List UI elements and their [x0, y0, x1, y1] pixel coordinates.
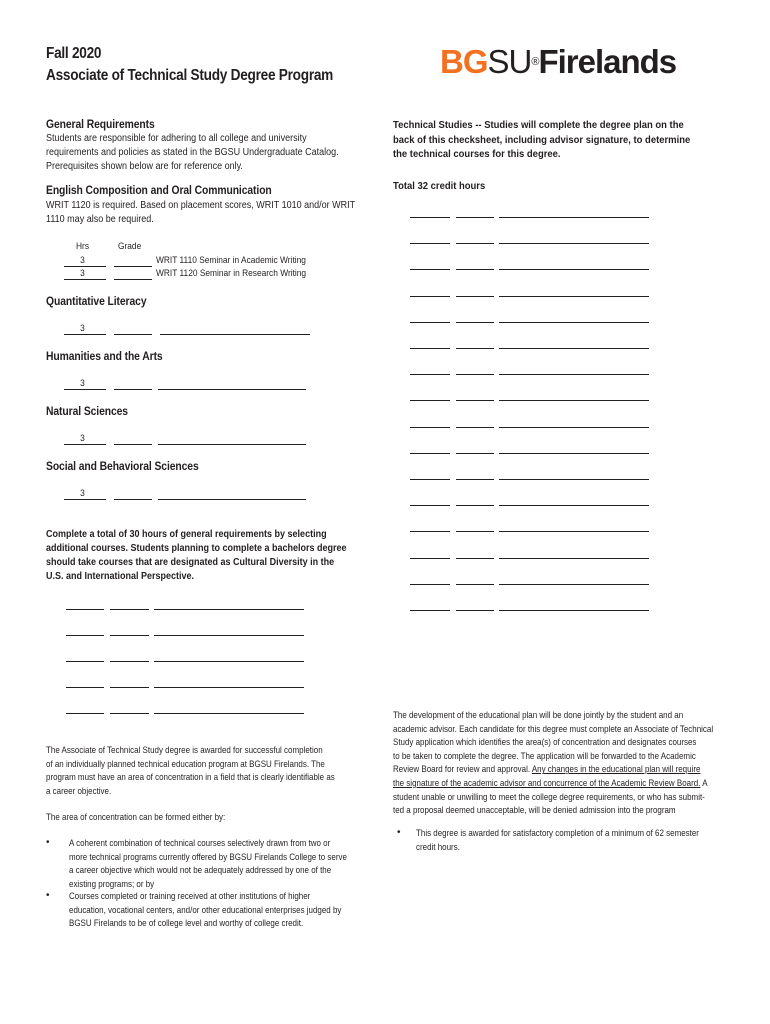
grade-blank[interactable] — [110, 661, 149, 662]
plan-text-line: academic advisor. Each candidate for this degree must complete an Associate of Technical — [393, 723, 714, 735]
hrs-value: 3 — [80, 488, 85, 499]
grade-blank[interactable] — [114, 266, 152, 267]
plan-text-line: student unable or unwilling to meet the college degree requirements, or who has submit- — [393, 791, 705, 803]
grade-blank[interactable] — [456, 348, 494, 349]
humanities-heading: Humanities and the Arts — [46, 351, 163, 363]
hrs-line — [64, 444, 106, 445]
hrs-value: 3 — [80, 433, 85, 444]
grade-blank[interactable] — [456, 531, 494, 532]
bullet-line: Courses completed or training received at other institutions of higher — [69, 891, 311, 902]
course-name: WRIT 1120 Seminar in Research Writing — [156, 268, 307, 279]
english-text-line: 1110 may also be required. — [46, 214, 154, 225]
hrs-blank[interactable] — [410, 296, 450, 297]
bullet-line: existing programs; or by — [69, 878, 155, 890]
course-blank[interactable] — [158, 444, 306, 445]
hrs-line — [64, 389, 106, 390]
course-blank[interactable] — [499, 322, 649, 323]
english-heading: English Composition and Oral Communication — [46, 185, 272, 197]
course-blank[interactable] — [499, 217, 649, 218]
grade-blank[interactable] — [110, 687, 149, 688]
col-hrs: Hrs — [76, 241, 90, 252]
grade-blank[interactable] — [456, 374, 494, 375]
course-blank[interactable] — [499, 453, 649, 454]
hrs-blank[interactable] — [410, 610, 450, 611]
technical-heading — [393, 118, 690, 162]
plan-text-line: to be taken to complete the degree. The application will be forwarded to the Academic — [393, 750, 696, 762]
course-blank[interactable] — [160, 334, 310, 335]
plan-text-segment: Review Board for review and approval. — [393, 764, 532, 776]
grade-blank[interactable] — [110, 609, 149, 610]
bullet-icon: • — [46, 890, 50, 901]
course-blank[interactable] — [499, 243, 649, 244]
hrs-line — [64, 334, 106, 335]
plan-text-line: The development of the educational plan will be done jointly by the student and an — [393, 710, 684, 721]
general-text-line: requirements and policies as stated in the BGSU Undergraduate Catalog. — [46, 147, 339, 158]
course-blank[interactable] — [154, 713, 304, 714]
bullet-line: more technical programs currently offered by BGSU Firelands College to serve — [69, 851, 347, 863]
about-text-line: of an individually planned technical education program at BGSU Firelands. The — [46, 758, 325, 770]
title-term: Fall 2020 — [46, 45, 102, 62]
col-grade: Grade — [118, 241, 142, 252]
course-blank[interactable] — [499, 584, 649, 585]
min-credit-line: credit hours. — [416, 841, 460, 853]
course-blank[interactable] — [499, 374, 649, 375]
bullet-line: a career objective which would not be adequately addressed by one of the — [69, 865, 332, 877]
plan-text-line — [393, 777, 713, 791]
course-blank[interactable] — [499, 427, 649, 428]
hrs-blank[interactable] — [410, 584, 450, 585]
hrs-value: 3 — [80, 323, 85, 334]
grade-blank[interactable] — [114, 279, 152, 280]
complete-note-line: Complete a total of 30 hours of general requirements by selecting — [46, 529, 327, 540]
plan-text-segment: A — [700, 777, 708, 789]
grade-blank[interactable] — [456, 505, 494, 506]
plan-text — [393, 709, 713, 818]
complete-note-line: should take courses that are designated as Cultural Diversity in the — [46, 557, 335, 568]
complete-note — [46, 528, 347, 584]
grade-blank[interactable] — [456, 427, 494, 428]
plan-text-underlined: the signature of the academic advisor and concurrence of the Academic Review Board. — [393, 777, 701, 789]
grade-blank[interactable] — [456, 479, 494, 480]
natural-heading: Natural Sciences — [46, 406, 128, 418]
english-text-line: WRIT 1120 is required. Based on placement scores, WRIT 1010 and/or WRIT — [46, 200, 356, 211]
hrs-blank[interactable] — [66, 661, 104, 662]
course-blank[interactable] — [158, 389, 306, 390]
grade-blank[interactable] — [456, 610, 494, 611]
grade-blank[interactable] — [114, 499, 152, 500]
course-blank[interactable] — [499, 558, 649, 559]
bullet-item — [69, 837, 347, 891]
hrs-line — [64, 499, 106, 500]
course-blank[interactable] — [499, 400, 649, 401]
quant-heading: Quantitative Literacy — [46, 296, 147, 308]
bullet-icon: • — [46, 837, 50, 848]
grade-blank[interactable] — [114, 444, 152, 445]
hrs-blank[interactable] — [410, 479, 450, 480]
technical-heading-line: back of this checksheet, including advisor signature, to determine — [393, 133, 691, 146]
complete-note-line: U.S. and International Perspective. — [46, 571, 195, 582]
course-blank[interactable] — [499, 296, 649, 297]
grade-blank[interactable] — [456, 322, 494, 323]
complete-note-line: additional courses. Students planning to complete a bachelors degree — [46, 543, 347, 554]
technical-heading-line: the technical courses for this degree. — [393, 148, 561, 160]
course-blank[interactable] — [154, 687, 304, 688]
grade-blank[interactable] — [110, 635, 149, 636]
hrs-blank[interactable] — [410, 427, 450, 428]
hrs-value: 3 — [80, 268, 85, 279]
grade-blank[interactable] — [456, 558, 494, 559]
hrs-blank[interactable] — [410, 374, 450, 375]
grade-blank[interactable] — [456, 400, 494, 401]
grade-blank[interactable] — [114, 334, 152, 335]
hrs-blank[interactable] — [410, 217, 450, 218]
bgsu-firelands-logo — [440, 42, 676, 82]
hrs-blank[interactable] — [410, 269, 450, 270]
course-blank[interactable] — [499, 348, 649, 349]
grade-blank[interactable] — [456, 584, 494, 585]
social-heading: Social and Behavioral Sciences — [46, 461, 199, 473]
logo-firelands: Firelands — [538, 43, 677, 80]
hrs-blank[interactable] — [410, 400, 450, 401]
formed-text: The area of concentration can be formed either by: — [46, 812, 226, 823]
hrs-blank[interactable] — [410, 322, 450, 323]
technical-heading-line: Technical Studies -- Studies will complete the degree plan on the — [393, 119, 684, 131]
course-blank[interactable] — [499, 269, 649, 270]
logo-su: SU — [487, 43, 532, 80]
general-text-line: Prerequisites shown below are for reference only. — [46, 161, 243, 172]
bullet-line: education, vocational centers, and/or other educational enterprises judged by — [69, 904, 342, 916]
hrs-blank[interactable] — [410, 505, 450, 506]
hrs-value: 3 — [80, 255, 85, 266]
about-text-line: a career objective. — [46, 785, 112, 797]
general-heading: General Requirements — [46, 119, 155, 131]
course-blank[interactable] — [154, 635, 304, 636]
course-blank[interactable] — [158, 499, 306, 500]
logo-registered: ® — [531, 56, 539, 68]
hrs-blank[interactable] — [66, 687, 104, 688]
hrs-blank[interactable] — [410, 453, 450, 454]
course-blank[interactable] — [154, 609, 304, 610]
hrs-line — [64, 266, 106, 267]
total-credit-hours: Total 32 credit hours — [393, 180, 486, 192]
bullet-item — [69, 890, 341, 931]
course-blank[interactable] — [499, 531, 649, 532]
grade-blank[interactable] — [114, 389, 152, 390]
course-blank[interactable] — [499, 610, 649, 611]
hrs-blank[interactable] — [410, 558, 450, 559]
hrs-blank[interactable] — [66, 635, 104, 636]
plan-text-line — [393, 763, 713, 777]
grade-blank[interactable] — [456, 296, 494, 297]
course-blank[interactable] — [154, 661, 304, 662]
hrs-blank[interactable] — [410, 243, 450, 244]
min-credit-note — [416, 827, 699, 854]
bullet-line: A coherent combination of technical courses selectively drawn from two or — [69, 838, 331, 849]
plan-text-line: ted a proposal deemed unacceptable, will be denied admission into the program — [393, 805, 676, 817]
min-credit-line: This degree is awarded for satisfactory completion of a minimum of 62 semester — [416, 828, 699, 839]
grade-blank[interactable] — [110, 713, 149, 714]
general-text — [46, 132, 370, 174]
about-text-line: program must have an area of concentration in a field that is clearly identifiable as — [46, 772, 335, 784]
course-name: WRIT 1110 Seminar in Academic Writing — [156, 255, 306, 266]
page-title: Associate of Technical Study Degree Program — [46, 67, 334, 84]
course-blank[interactable] — [499, 505, 649, 506]
about-text — [46, 744, 335, 798]
bullet-line: BGSU Firelands to be of college level and worthy of college credit. — [69, 918, 304, 930]
grade-blank[interactable] — [456, 243, 494, 244]
hrs-value: 3 — [80, 378, 85, 389]
hrs-line — [64, 279, 106, 280]
plan-text-line: Study application which identifies the area(s) of concentration and designates courses — [393, 737, 697, 749]
grade-blank[interactable] — [456, 453, 494, 454]
bullet-icon: • — [397, 827, 401, 838]
hrs-blank[interactable] — [66, 609, 104, 610]
grade-blank[interactable] — [456, 269, 494, 270]
general-text-line: Students are responsible for adhering to all college and university — [46, 133, 307, 144]
grade-blank[interactable] — [456, 217, 494, 218]
about-text-line: The Associate of Technical Study degree is awarded for successful completion — [46, 745, 323, 756]
hrs-blank[interactable] — [66, 713, 104, 714]
plan-text-underlined: Any changes in the educational plan will require — [531, 764, 701, 776]
hrs-blank[interactable] — [410, 531, 450, 532]
hrs-blank[interactable] — [410, 348, 450, 349]
english-text — [46, 199, 388, 227]
course-blank[interactable] — [499, 479, 649, 480]
logo-bg: BG — [440, 43, 488, 80]
